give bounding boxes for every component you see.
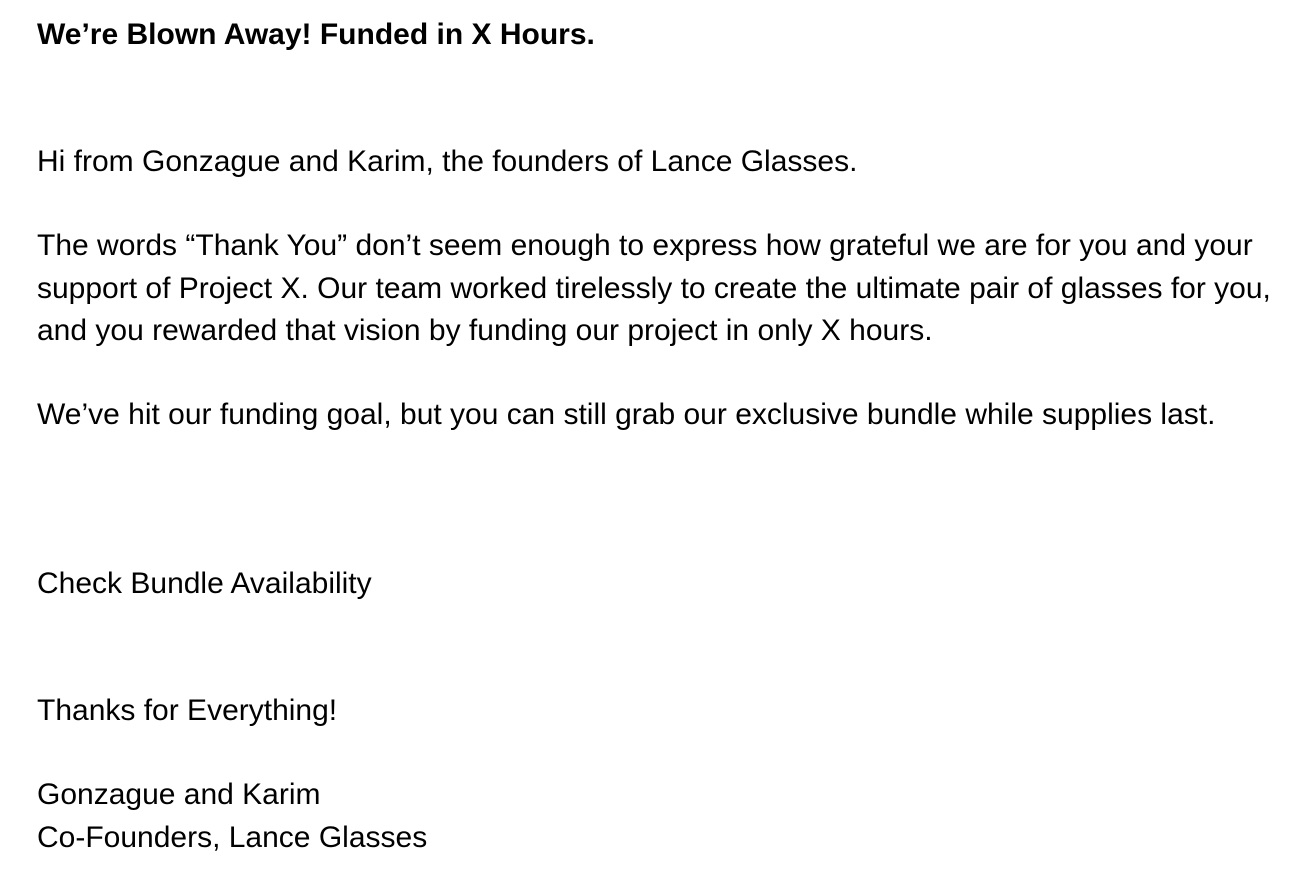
greeting-text: Hi from Gonzague and Karim, the founders of Lance Glasses. xyxy=(37,145,858,178)
email-headline: We’re Blown Away! Funded in X Hours. xyxy=(37,18,595,51)
thank-you-paragraph: The words “Thank You” don’t seem enough to express how grateful we are for you and your support of Project X. Our team worked tirelessly to create the ultimate pair of glasses for you, and you rewarded that vision by funding our project in only X hours. xyxy=(37,229,1271,347)
signature-title: Co-Founders, Lance Glasses xyxy=(37,820,428,854)
signature-block xyxy=(37,774,427,859)
funding-goal-paragraph: We’ve hit our funding goal, but you can still grab our exclusive bundle while supplies last. xyxy=(37,398,1216,431)
signature-names: Gonzague and Karim xyxy=(37,778,321,811)
signoff-text: Thanks for Everything! xyxy=(37,694,338,727)
check-bundle-availability-link[interactable]: Check Bundle Availability xyxy=(37,567,372,600)
